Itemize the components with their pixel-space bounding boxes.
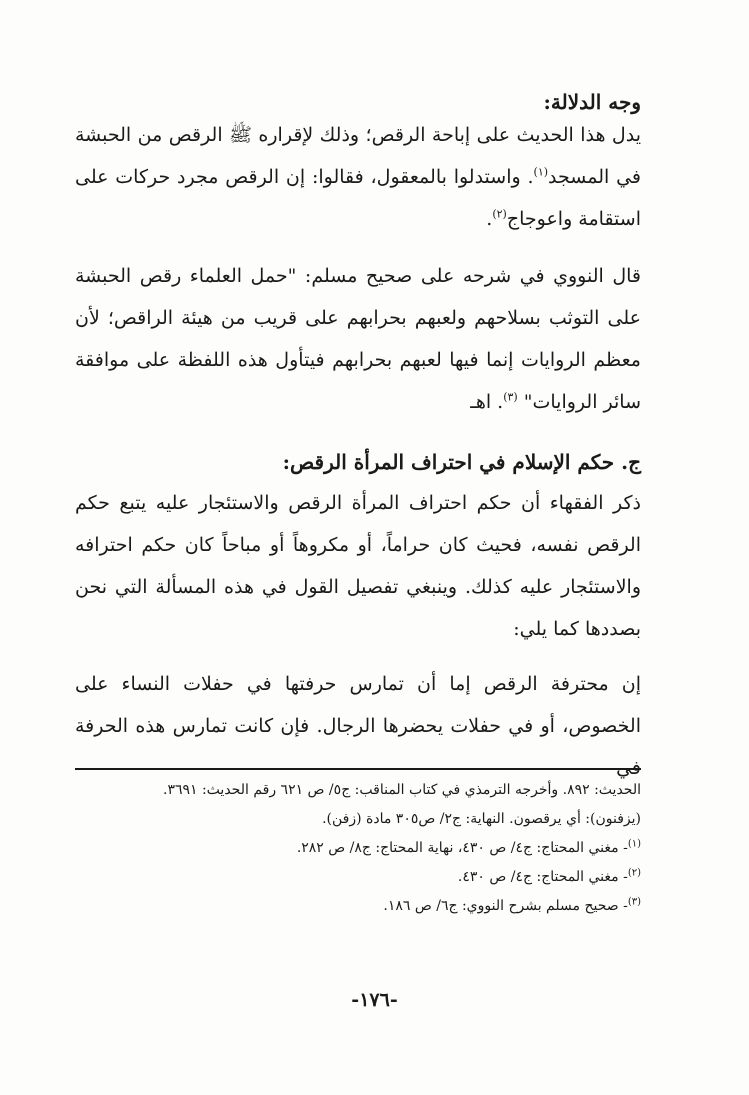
paragraph-text: . اهـ [470,391,504,413]
paragraph-text: . واستدلوا بالمعقول، فقالوا: إن الرقص مجرد حركات على استقامة واعوجاج [75,166,641,230]
section-heading-evidence: وجه الدلالة: [543,90,641,114]
footnote-ref-1[interactable]: (١) [533,165,549,179]
section-heading-ruling: ج. حكم الإسلام في احتراف المرأة الرقص: [282,450,641,474]
footnote-divider [75,768,641,770]
footnote-ref-3[interactable]: (٣) [503,390,518,404]
footnote-text: - مغني المحتاج: ج٤/ ص ٤٣٠. [457,869,628,885]
paragraph-dancer: إن محترفة الرقص إما أن تمارس حرفتها في حفلات النساء على الخصوص، أو في حفلات يحضرها الرجال. فإن كانت تمارس هذه الحرفة في [75,673,641,779]
footnotes [75,776,641,921]
footnote-text: - مغني المحتاج: ج٤/ ص ٤٣٠، نهاية المحتاج: ج٨/ ص ٢٨٢. [296,840,628,856]
dancer-block [75,663,641,789]
evidence-block [75,114,641,240]
nawawi-block [75,255,641,423]
footnote-continuation-line1: الحديث: ٨٩٢. وأخرجه الترمذي في كتاب المناقب: ج٥/ ص ٦٢١ رقم الحديث: ٣٦٩١. [162,782,641,798]
paragraph-evidence [75,114,641,240]
ruling-block [75,482,641,650]
paragraph-nawawi-quote [75,255,641,423]
footnote-continuation-line2: (يزفنون): أي يرقصون. النهاية: ج٢/ ص٣٠٥ مادة (زفن). [322,811,641,827]
footnote-number: (٢) [627,867,641,879]
page-number: -١٧٦- [351,989,398,1011]
footnote-number: (٣) [627,896,641,908]
footnote-2 [75,863,641,892]
paragraph-text: . [486,208,493,230]
footnote-number: (١) [627,838,641,850]
footnote-1 [75,834,641,863]
footnote-ref-2[interactable]: (٢) [492,207,507,221]
paragraph-text: يدل هذا الحديث على إباحة الرقص؛ وذلك لإقراره ﷺ الرقص من الحبشة في المسجد [75,124,641,188]
footnote-3 [75,892,641,921]
paragraph-text: قال النووي في شرحه على صحيح مسلم: "حمل العلماء رقص الحبشة على التوثب بسلاحهم ولعبهم بحرابهم على قريب من هيئة الراقص؛ لأن معظم الروايات إنما فيها لعبهم بحرابهم فيتأول هذه اللفظة على موافقة سائر الروايات" [75,265,641,413]
footnote-text: - صحيح مسلم بشرح النووي: ج٦/ ص ١٨٦. [383,898,628,914]
paragraph-jurists: ذكر الفقهاء أن حكم احتراف المرأة الرقص والاستئجار عليه يتبع حكم الرقص نفسه، فحيث كان حراماً، أو مكروهاً أو مباحاً كان حكم احترافه والاستئجار عليه كذلك. وينبغي تفصيل القول في هذه المسألة التي نحن بصددها كما يلي: [75,492,641,640]
